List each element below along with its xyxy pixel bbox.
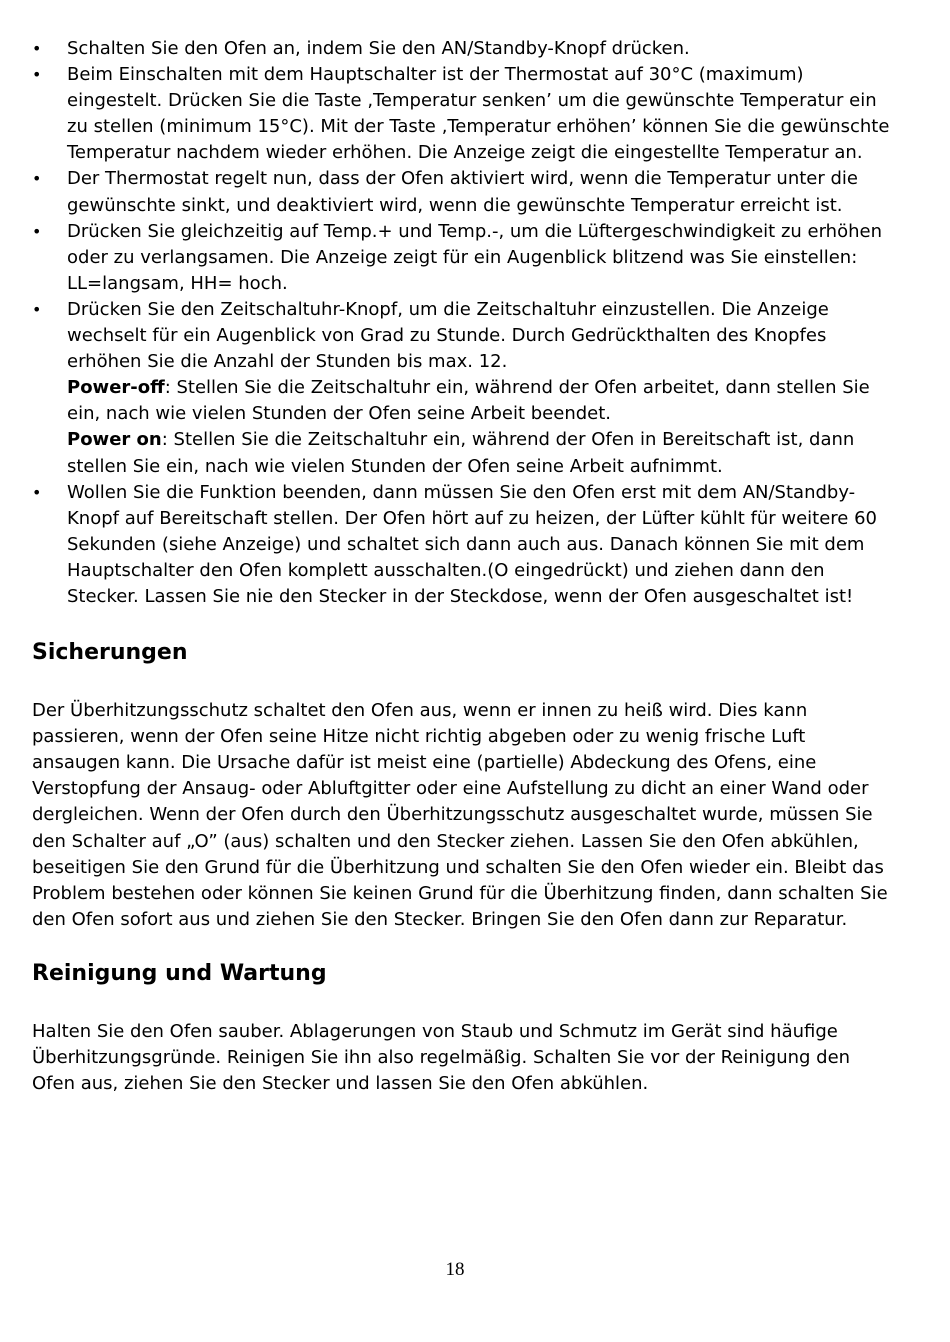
list-item (32, 62, 892, 166)
list-item-text: Schalten Sie den Ofen an, indem Sie den AN/Standby-Knopf drücken. (67, 38, 690, 59)
bullet-icon: • (32, 65, 42, 85)
power-on-text: : Stellen Sie die Zeitschaltuhr ein, während der Ofen in Bereitschaft ist, dann stellen Sie ein, nach wie vielen Stunden der Ofen seine Arbeit aufnimmt. (67, 429, 855, 477)
bullet-icon: • (32, 482, 42, 502)
page-number: 18 (445, 1259, 465, 1280)
power-off-text: : Stellen Sie die Zeitschaltuhr ein, während der Ofen arbeitet, dann stellen Sie ein, nach wie vielen Stunden der Ofen seine Arbeit beendet. (67, 377, 870, 425)
list-item-text: Drücken Sie gleichzeitig auf Temp.+ und Temp.-, um die Lüftergeschwindigkeit zu erhöhen oder zu verlangsamen. Die Anzeige zeigt für ein Augenblick blitzend was Sie einstellen: LL=langsam, HH= hoch. (67, 220, 882, 294)
bullet-icon: • (32, 221, 42, 241)
power-on-label: Power on (67, 429, 162, 451)
list-item (32, 166, 892, 218)
list-item-text: Der Thermostat regelt nun, dass der Ofen aktiviert wird, wenn die Temperatur unter die gewünschte sinkt, und deaktiviert wird, wenn die gewünschte Temperatur erreicht ist. (67, 168, 858, 216)
power-off-label: Power-off (67, 377, 165, 399)
power-on-note (67, 427, 892, 479)
bullet-icon: • (32, 39, 42, 58)
list-item (32, 36, 892, 62)
bullet-icon: • (32, 169, 42, 189)
section-body-sicherungen: Der Überhitzungsschutz schaltet den Ofen aus, wenn er innen zu heiß wird. Dies kann passieren, wenn der Ofen seine Hitze nicht richtig abgeben oder zu wenig frische Luft ansaugen kann. Die Ursache dafür ist meist eine (partielle) Abdeckung des Ofens, eine Verstopfung der Ansaug- oder Abluftgitter oder eine Aufstellung zu dicht an einer Wand oder dergleichen. Wenn der Ofen durch den Überhitzungsschutz ausgeschaltet wurde, müssen Sie den Schalter auf „O” (aus) schalten und den Stecker ziehen. Lassen Sie den Ofen abkühlen, beseitigen Sie den Grund für die Überhitzung und schalten Sie den Ofen wieder ein. Bleibt das Problem bestehen oder können Sie keinen Grund für die Überhitzung finden, dann schalten Sie den Ofen sofort aus und ziehen Sie den Stecker. Bringen Sie den Ofen dann zur Reparatur. (32, 700, 888, 930)
section-body-reinigung: Halten Sie den Ofen sauber. Ablagerungen von Staub und Schmutz im Gerät sind häufige Überhitzungsgründe. Reinigen Sie ihn also regelmäßig. Schalten Sie vor der Reinigung den Ofen aus, ziehen Sie den Stecker und lassen Sie den Ofen abkühlen. (32, 1020, 851, 1095)
section-heading-sicherungen: Sicherungen (32, 640, 188, 666)
power-off-note (67, 375, 892, 427)
list-item (32, 297, 892, 480)
list-item (32, 480, 892, 610)
document-page (32, 36, 892, 1097)
list-item-text: Beim Einschalten mit dem Hauptschalter ist der Thermostat auf 30°C (maximum) eingestelt. Drücken Sie die Taste ‚Temperatur senken’ um die gewünschte Temperatur ein zu stellen (minimum 15°C). Mit der Taste ‚Temperatur erhöhen’ können Sie die gewünschte Temperatur nachdem wieder erhöhen. Die Anzeige zeigt die eingestellte Temperatur an. (67, 64, 890, 164)
list-item-text: Drücken Sie den Zeitschaltuhr-Knopf, um die Zeitschaltuhr einzustellen. Die Anzeige wechselt für ein Augenblick von Grad zu Stunde. Durch Gedrückthalten des Knopfes erhöhen Sie die Anzahl der Stunden bis max. 12. (67, 298, 829, 373)
section-heading-reinigung: Reinigung und Wartung (32, 960, 327, 986)
bullet-icon: • (32, 299, 42, 319)
list-item-text: Wollen Sie die Funktion beenden, dann müssen Sie den Ofen erst mit dem AN/Standby-Knopf auf Bereitschaft stellen. Der Ofen hört auf zu heizen, der Lüfter kühlt für weitere 60 Sekunden (siehe Anzeige) und schaltet sich dann auch aus. Danach können Sie mit dem Hauptschalter den Ofen komplett ausschalten.(O eingedrückt) und ziehen dann den Stecker. Lassen Sie nie den Stecker in der Steckdose, wenn der Ofen ausgeschaltet ist! (67, 481, 877, 607)
instruction-list (32, 36, 892, 610)
list-item (32, 219, 892, 297)
